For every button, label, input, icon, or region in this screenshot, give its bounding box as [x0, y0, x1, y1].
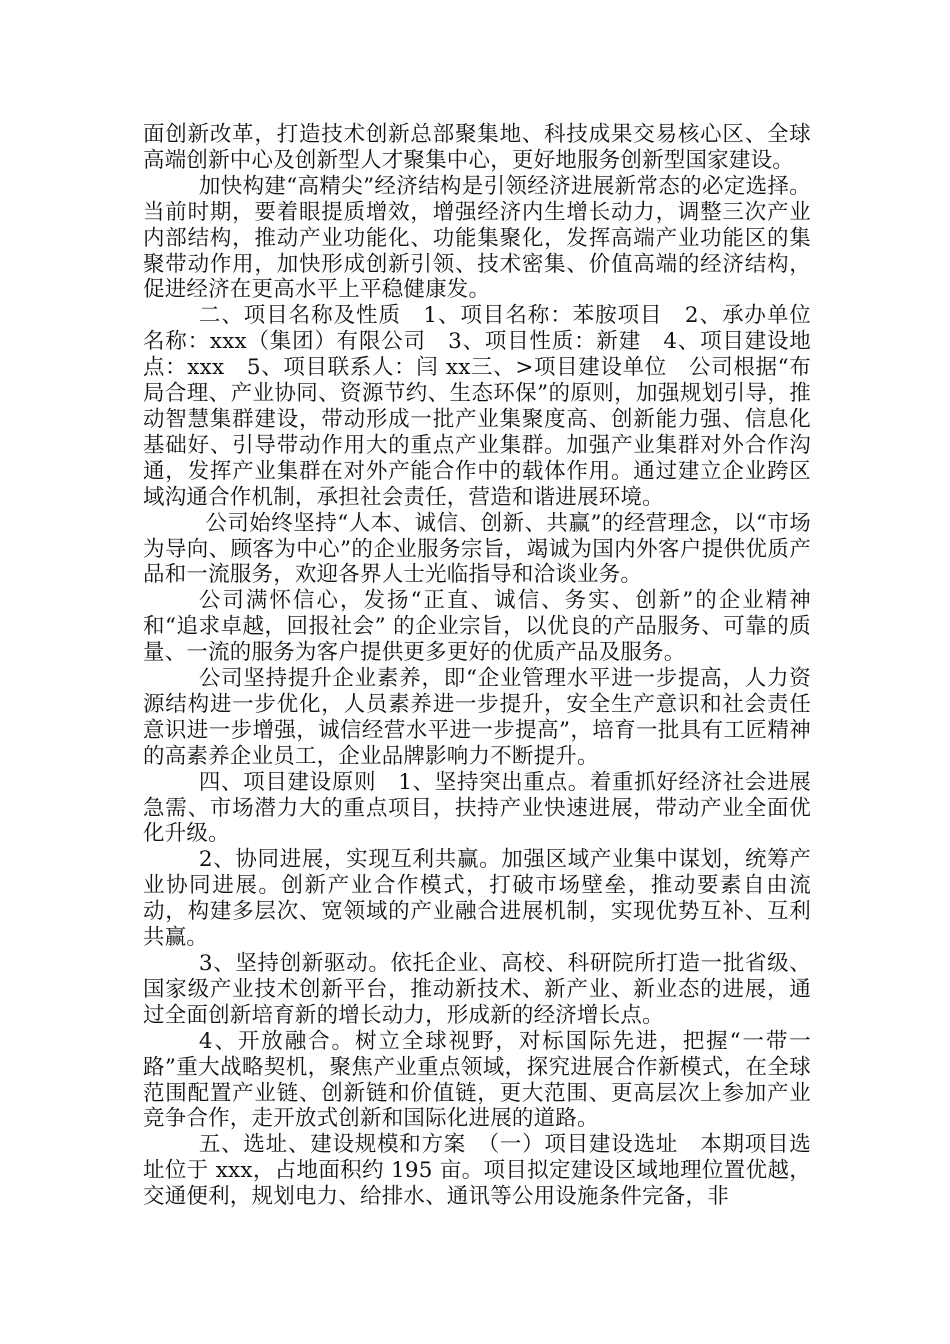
document-page — [143, 122, 811, 1210]
paragraph-enterprise-quality: 公司坚持提升企业素养，即“企业管理水平进一步提高，人力资源结构进一步优化，人员素养进一步提升，安全生产意识和社会责任意识进一步增强，诚信经营水平进一步提高”，培育一批具有工匠精神的高素养企业员工，企业品牌影响力不断提升。 — [143, 666, 811, 769]
paragraph-principle-innovation: 3、坚持创新驱动。依托企业、高校、科研院所打造一批省级、国家级产业技术创新平台，推动新技术、新产业、新业态的进展，通过全面创新培育新的增长动力，形成新的经济增长点。 — [143, 951, 811, 1028]
paragraph-business-philosophy: 公司始终坚持“人本、诚信、创新、共赢”的经营理念，以“市场为导向、顾客为中心”的企业服务宗旨，竭诚为国内外客户提供优质产品和一流服务，欢迎各界人士光临指导和洽谈业务。 — [143, 510, 811, 588]
paragraph-construction-principles: 四、项目建设原则 1、坚持突出重点。着重抓好经济社会进展急需、市场潜力大的重点项目，扶持产业快速进展，带动产业全面优化升级。 — [143, 769, 811, 847]
paragraph-enterprise-spirit: 公司满怀信心，发扬“正直、诚信、务实、创新”的企业精神和“追求卓越，回报社会” 的企业宗旨，以优良的产品服务、可靠的质量、一流的服务为客户提供更多更好的优质产品及服务。 — [143, 588, 811, 666]
paragraph-economic-structure: 加快构建“高精尖”经济结构是引领经济进展新常态的必定选择。当前时期，要着眼提质增效，增强经济内生增长动力，调整三次产业内部结构，推动产业功能化、功能集聚化，发挥高端产业功能区的集聚带动作用，加快形成创新引领、技术密集、价值高端的经济结构，促进经济在更高水平上平稳健康发。 — [143, 173, 811, 303]
paragraph-site-selection: 五、选址、建设规模和方案 （一）项目建设选址 本期项目选址位于 xxx，占地面积约 195 亩。项目拟定建设区域地理位置优越，交通便利，规划电力、给排水、通讯等公用设施条件完备，非 — [143, 1132, 811, 1210]
paragraph-project-name-and-nature: 二、项目名称及性质 1、项目名称：苯胺项目 2、承办单位名称：xxx（集团）有限公司 3、项目性质：新建 4、项目建设地点：xxx 5、项目联系人：闫 xx三、>项目建设单位 公司根据“布局合理、产业协同、资源节约、生态环保”的原则，加强规划引导，推动智慧集群建设，带动形成一批产业集聚度高、创新能力强、信息化基础好、引导带动作用大的重点产业集群。加强产业集群对外合作沟通，发挥产业集群在对外产能合作中的载体作用。通过建立企业跨区域沟通合作机制，承担社会责任，营造和谐进展环境。 — [143, 303, 811, 510]
paragraph-principle-openness: 4、开放融合。树立全球视野，对标国际先进，把握“一带一路”重大战略契机，聚焦产业重点领域，探究进展合作新模式，在全球范围配置产业链、创新链和价值链，更大范围、更高层次上参加产业竞争合作，走开放式创新和国际化进展的道路。 — [143, 1028, 811, 1132]
paragraph-intro-continuation: 面创新改革，打造技术创新总部聚集地、科技成果交易核心区、全球高端创新中心及创新型人才聚集中心，更好地服务创新型国家建设。 — [143, 122, 811, 173]
paragraph-principle-coordination: 2、协同进展，实现互利共赢。加强区域产业集中谋划，统筹产业协同进展。创新产业合作模式，打破市场壁垒，推动要素自由流动，构建多层次、宽领域的产业融合进展机制，实现优势互补、互利共赢。 — [143, 847, 811, 951]
